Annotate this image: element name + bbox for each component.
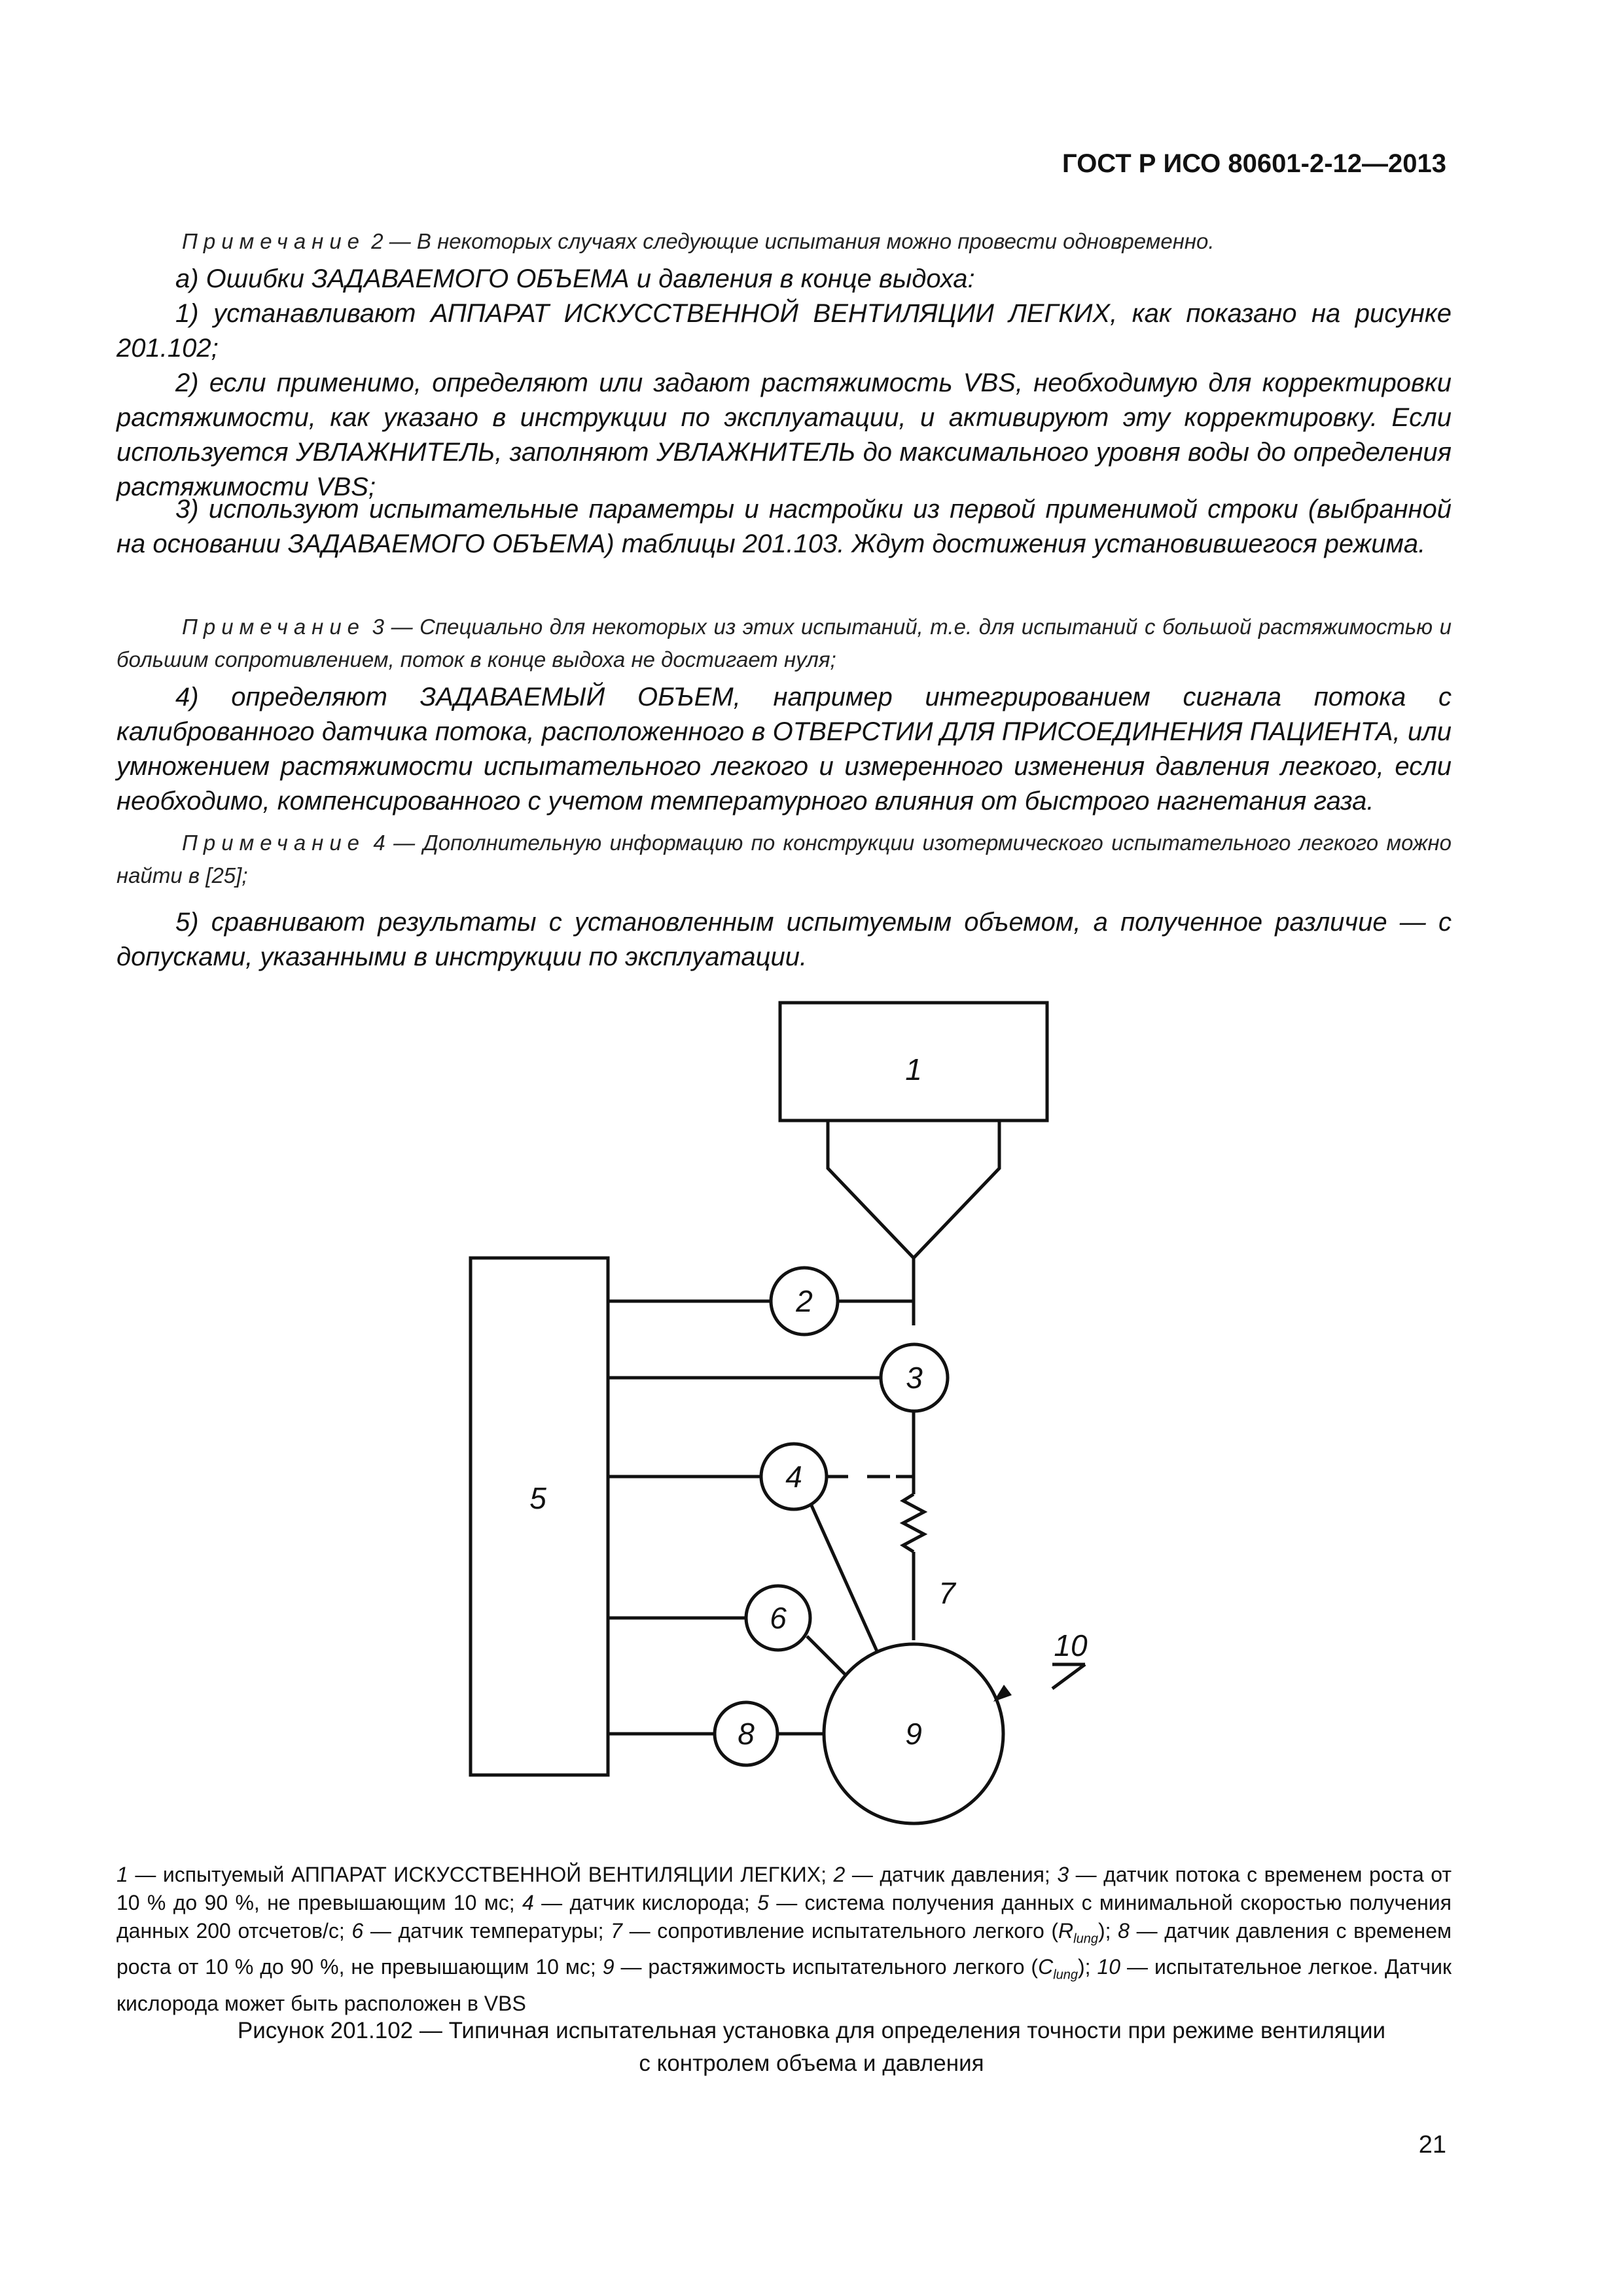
legend-text: — система получения данных с минимальной скоростью получения данных 200 отсчетов/с;	[116, 1891, 1452, 1943]
paragraph-text: 4) определяют ЗАДАВАЕМЫЙ ОБЪЕМ, например интегрированием сигнала потока с калиброванного датчика потока, расположенного в ОТВЕРСТИИ ДЛЯ ПРИСОЕДИНЕНИЯ ПАЦИЕНТА, или умножением растяжимости испытательного легкого и измеренного изменения давления легкого, если необходимо, компенсированного с учетом температурного влияния от быстрого нагнетания газа.	[116, 683, 1452, 816]
diagram-label-9: 9	[905, 1717, 922, 1751]
legend-text: — датчик давления с временем роста от 10 % до 90 %, не превышающим 10 мс;	[116, 1919, 1452, 1979]
legend-symbol: R	[1058, 1919, 1074, 1943]
legend-text: — испытательное легкое. Датчик кислорода может быть расположен в VBS	[116, 1955, 1452, 2015]
diagram-label-5: 5	[529, 1481, 546, 1515]
page-number: 21	[1418, 2131, 1446, 2159]
figure-legend	[116, 1861, 1452, 2018]
legend-text: );	[1097, 1919, 1118, 1943]
note-label: Примечание	[182, 229, 366, 253]
legend-number: 4	[522, 1891, 534, 1914]
legend-symbol: C	[1038, 1955, 1054, 1979]
data-acquisition-box	[471, 1258, 608, 1775]
figure-caption	[183, 2015, 1440, 2080]
ventilator-funnel	[828, 1121, 999, 1258]
diagram-label-4: 4	[785, 1460, 802, 1494]
legend-number: 6	[351, 1919, 364, 1943]
diagram-label-7: 7	[938, 1576, 955, 1610]
legend-number: 9	[602, 1955, 615, 1979]
paragraph-text: а) Ошибки ЗАДАВАЕМОГО ОБЪЕМА и давления в конце выдоха:	[175, 264, 975, 293]
diagram-label-6: 6	[770, 1601, 787, 1635]
legend-text: — испытуемый АППАРАТ ИСКУССТВЕННОЙ ВЕНТИЛЯЦИИ ЛЕГКИХ;	[128, 1863, 834, 1886]
legend-text: — датчик давления;	[845, 1863, 1058, 1886]
pointer-arrowhead	[993, 1685, 1012, 1702]
legend-text: — датчик температуры;	[363, 1919, 611, 1943]
legend-text: — сопротивление испытательного легкого (	[622, 1919, 1059, 1943]
document-header: ГОСТ Р ИСО 80601-2-12—2013	[1062, 149, 1446, 178]
legend-text: — растяжимость испытательного легкого (	[614, 1955, 1039, 1979]
note-label: Примечание	[182, 831, 366, 855]
note-label: Примечание	[182, 615, 366, 639]
caption-line-2: с контролем объема и давления	[639, 2051, 984, 2076]
legend-number: 5	[757, 1891, 769, 1914]
note-text: 4 — Дополнительную информацию по конструкции изотермического испытательного легкого можно найти в [25];	[116, 831, 1452, 888]
diagram-label-1: 1	[905, 1052, 922, 1086]
paragraph-text: 2) если применимо, определяют или задают растяжимость VBS, необходимую для корректировки растяжимости, как указано в инструкции по эксплуатации, и активируют эту корректировку. Если используется УВЛАЖНИТЕЛЬ, заполняют УВЛАЖНИТЕЛЬ до максимального уровня воды до определения растяжимости VBS;	[116, 368, 1452, 501]
legend-subscript: lung	[1073, 1931, 1098, 1946]
legend-subscript: lung	[1053, 1967, 1079, 1982]
legend-number: 3	[1057, 1863, 1069, 1886]
legend-text: );	[1078, 1955, 1097, 1979]
legend-number: 2	[833, 1863, 846, 1886]
note-text: 3 — Специально для некоторых из этих испытаний, т.е. для испытаний с большой растяжимостью и большим сопротивлением, поток в конце выдоха не достигает нуля;	[116, 615, 1452, 672]
legend-number: 10	[1097, 1955, 1121, 1979]
legend-number: 7	[611, 1919, 622, 1943]
legend-number: 8	[1118, 1919, 1130, 1943]
diagram-label-8: 8	[738, 1717, 755, 1751]
note-text: 2 — В некоторых случаях следующие испытания можно провести одновременно.	[365, 229, 1215, 253]
paragraph-text: 3) используют испытательные параметры и настройки из первой применимой строки (выбранной на основании ЗАДАВАЕМОГО ОБЪЕМА) таблицы 201.103. Ждут достижения установившегося режима.	[116, 495, 1452, 558]
legend-text: — датчик потока с временем роста от 10 % до 90 %, не превышающим 10 мс;	[116, 1863, 1452, 1914]
legend-number: 1	[116, 1863, 128, 1886]
paragraph-text: 1) устанавливают АППАРАТ ИСКУССТВЕННОЙ ВЕНТИЛЯЦИИ ЛЕГКИХ, как показано на рисунке 201.102;	[116, 299, 1452, 363]
paragraph-text: 5) сравнивают результаты с установленным испытуемым объемом, а полученное различие — с допусками, указанными в инструкции по эксплуатации.	[116, 908, 1452, 971]
caption-line-1: Рисунок 201.102 — Типичная испытательная установка для определения точности при режиме вентиляции	[237, 2018, 1386, 2043]
legend-text: — датчик кислорода;	[533, 1891, 758, 1914]
diagram-label-2: 2	[796, 1284, 813, 1318]
diagram-label-10: 10	[1054, 1628, 1088, 1662]
resistance-zigzag	[903, 1494, 924, 1552]
diagram-label-3: 3	[906, 1361, 923, 1395]
